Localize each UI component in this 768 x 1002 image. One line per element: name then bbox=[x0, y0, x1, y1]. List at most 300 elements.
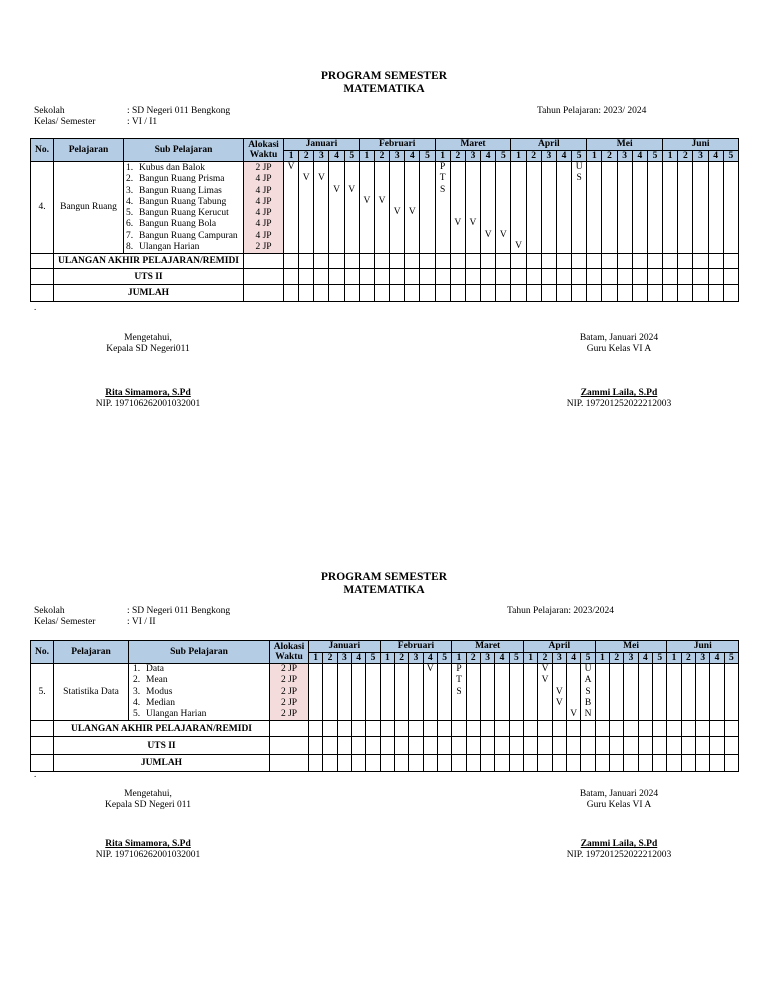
week-cell-jun-4 bbox=[710, 664, 724, 721]
header-week-mei-4: 4 bbox=[638, 652, 652, 664]
header-week-jun-5: 5 bbox=[723, 150, 738, 162]
empty-week-cell bbox=[696, 755, 710, 772]
header-week-feb-4: 4 bbox=[405, 150, 420, 162]
header-month-juni: Juni bbox=[663, 139, 739, 151]
empty-week-cell bbox=[366, 721, 380, 737]
list-item: 2. Mean bbox=[133, 675, 168, 686]
header-week-jun-4: 4 bbox=[710, 652, 724, 664]
header-week-apr-1: 1 bbox=[511, 150, 526, 162]
header-week-jan-1: 1 bbox=[284, 150, 299, 162]
cell-alokasi-list bbox=[270, 664, 309, 721]
week-cell-feb-3: V bbox=[390, 162, 405, 254]
empty-week-cell bbox=[524, 755, 538, 772]
week-cell-jun-2 bbox=[681, 664, 695, 721]
week-cell-feb-4: V bbox=[423, 664, 437, 721]
empty-week-cell bbox=[452, 737, 466, 755]
header-week-apr-2: 2 bbox=[538, 652, 552, 664]
header-alokasi-line-2: Waktu bbox=[275, 652, 303, 662]
week-cell-jan-2 bbox=[323, 664, 337, 721]
header-week-mar-5: 5 bbox=[509, 652, 523, 664]
week-cell-jan-3: V bbox=[314, 162, 329, 254]
header-week-jan-1: 1 bbox=[309, 652, 323, 664]
empty-week-cell bbox=[567, 755, 581, 772]
empty-week-cell bbox=[638, 721, 652, 737]
week-cell-feb-2 bbox=[395, 664, 409, 721]
empty-week-cell bbox=[567, 721, 581, 737]
signature-right bbox=[519, 789, 719, 861]
list-item: 7. Bangun Ruang Campuran bbox=[126, 230, 238, 241]
empty-week-cell bbox=[395, 737, 409, 755]
header-week-mei-3: 3 bbox=[624, 652, 638, 664]
header-week-mar-2: 2 bbox=[466, 652, 480, 664]
header-week-jun-2: 2 bbox=[678, 150, 693, 162]
empty-no-cell bbox=[31, 737, 54, 755]
sign-left-name: Rita Simamora, S.Pd bbox=[105, 839, 191, 849]
header-week-jan-2: 2 bbox=[299, 150, 314, 162]
header-week-feb-5: 5 bbox=[420, 150, 435, 162]
sign-right-line-2: Guru Kelas VI A bbox=[586, 344, 652, 354]
list-item: 1. Kubus dan Balok bbox=[126, 163, 205, 173]
empty-week-cell bbox=[309, 737, 323, 755]
empty-alokasi-cell bbox=[270, 721, 309, 737]
empty-week-cell bbox=[710, 737, 724, 755]
week-cell-mar-1-pts: P T S bbox=[435, 162, 450, 254]
sign-right-nip: NIP. 197201252022212003 bbox=[566, 850, 672, 860]
header-week-jan-5: 5 bbox=[366, 652, 380, 664]
cell-no: 4. bbox=[31, 162, 54, 254]
header-week-mei-5: 5 bbox=[653, 652, 667, 664]
alokasi-value: 2 JP bbox=[255, 242, 272, 253]
week-cell-mei-2 bbox=[610, 664, 624, 721]
week-cell-jan-4: V bbox=[329, 162, 344, 254]
empty-week-cell bbox=[552, 737, 566, 755]
week-cell-mar-4 bbox=[495, 664, 509, 721]
alokasi-value: 2 JP bbox=[280, 675, 298, 686]
empty-week-cell bbox=[667, 737, 681, 755]
header-week-jun-5: 5 bbox=[724, 652, 738, 664]
empty-week-cell bbox=[337, 737, 351, 755]
empty-week-cell bbox=[624, 721, 638, 737]
empty-week-cell bbox=[610, 721, 624, 737]
empty-alokasi-cell bbox=[270, 737, 309, 755]
empty-week-cell bbox=[466, 755, 480, 772]
list-item: 1. Data bbox=[133, 664, 164, 674]
header-week-jun-3: 3 bbox=[693, 150, 708, 162]
list-item: 4. Bangun Ruang Tabung bbox=[126, 196, 227, 207]
kelas-value: : VI / I1 bbox=[127, 117, 158, 127]
header-month-februari: Februari bbox=[380, 641, 452, 653]
week-cell-mei-4 bbox=[638, 664, 652, 721]
empty-week-cell bbox=[724, 737, 738, 755]
header-sub-pelajaran: Sub Pelajaran bbox=[129, 641, 270, 664]
week-cell-apr-2: V V bbox=[538, 664, 552, 721]
list-item: 5. Ulangan Harian bbox=[133, 709, 207, 720]
sign-right-line-1: Batam, Januari 2024 bbox=[579, 789, 659, 799]
title-line-2: MATEMATIKA bbox=[343, 584, 425, 596]
list-item: 2. Bangun Ruang Prisma bbox=[126, 174, 225, 185]
empty-week-cell bbox=[423, 721, 437, 737]
sign-left-name: Rita Simamora, S.Pd bbox=[105, 388, 191, 398]
empty-week-cell bbox=[323, 755, 337, 772]
signature-left bbox=[48, 789, 248, 861]
sign-right-name: Zammi Laila, S.Pd bbox=[580, 388, 658, 398]
header-month-februari: Februari bbox=[359, 139, 435, 151]
table-row-pelajaran bbox=[31, 664, 739, 721]
empty-week-cell bbox=[480, 721, 494, 737]
empty-week-cell bbox=[524, 737, 538, 755]
empty-week-cell bbox=[452, 755, 466, 772]
empty-week-cell bbox=[538, 737, 552, 755]
empty-week-cell bbox=[509, 721, 523, 737]
cell-sub-pelajaran-list bbox=[129, 664, 270, 721]
row-label: UTS II bbox=[54, 737, 270, 755]
empty-week-cell bbox=[509, 755, 523, 772]
empty-week-cell bbox=[595, 737, 609, 755]
empty-week-cell bbox=[337, 721, 351, 737]
header-week-jun-2: 2 bbox=[681, 652, 695, 664]
kelas-label: Kelas/ Semester bbox=[34, 617, 96, 627]
sign-left-nip: NIP. 197106262001032001 bbox=[95, 850, 201, 860]
table-row-uts bbox=[31, 737, 739, 755]
header-month-april: April bbox=[511, 139, 587, 151]
empty-week-cell bbox=[480, 737, 494, 755]
week-cell-feb-1: V bbox=[359, 162, 374, 254]
week-cell-mei-1 bbox=[595, 664, 609, 721]
empty-week-cell bbox=[710, 721, 724, 737]
week-cell-mar-4: V bbox=[481, 162, 496, 254]
list-item: 3. Bangun Ruang Limas bbox=[126, 185, 222, 196]
empty-alokasi-cell bbox=[270, 755, 309, 772]
empty-week-cell bbox=[552, 755, 566, 772]
empty-week-cell bbox=[466, 737, 480, 755]
header-week-mar-5: 5 bbox=[496, 150, 511, 162]
week-cell-apr-4: V bbox=[567, 664, 581, 721]
sign-right-line-2: Guru Kelas VI A bbox=[586, 800, 652, 810]
header-month-juni: Juni bbox=[667, 641, 739, 653]
empty-week-cell bbox=[581, 755, 595, 772]
empty-week-cell bbox=[681, 737, 695, 755]
header-week-jun-4: 4 bbox=[708, 150, 723, 162]
header-week-mar-4: 4 bbox=[481, 150, 496, 162]
alokasi-value: 4 JP bbox=[255, 219, 272, 230]
alokasi-value: 4 JP bbox=[255, 196, 272, 207]
header-month-januari: Januari bbox=[284, 139, 360, 151]
row-label: JUMLAH bbox=[54, 285, 244, 302]
week-cell-apr-3: V V bbox=[552, 664, 566, 721]
empty-week-cell bbox=[610, 737, 624, 755]
empty-week-cell bbox=[466, 721, 480, 737]
header-week-feb-2: 2 bbox=[395, 652, 409, 664]
title-line-2: MATEMATIKA bbox=[343, 83, 425, 95]
header-week-mei-4: 4 bbox=[632, 150, 647, 162]
header-month-april: April bbox=[524, 641, 596, 653]
header-week-jun-1: 1 bbox=[667, 652, 681, 664]
empty-week-cell bbox=[509, 737, 523, 755]
empty-week-cell bbox=[567, 737, 581, 755]
list-item: 4. Median bbox=[133, 697, 176, 708]
week-cell-jan-5: V bbox=[344, 162, 359, 254]
week-cell-feb-4: V bbox=[405, 162, 420, 254]
header-week-mei-2: 2 bbox=[610, 652, 624, 664]
list-item: 3. Modus bbox=[133, 686, 173, 697]
header-no: No. bbox=[31, 641, 54, 664]
header-week-feb-2: 2 bbox=[374, 150, 389, 162]
empty-week-cell bbox=[423, 737, 437, 755]
list-item: 6. Bangun Ruang Bola bbox=[126, 219, 217, 230]
empty-week-cell bbox=[624, 737, 638, 755]
header-week-apr-4: 4 bbox=[567, 652, 581, 664]
empty-week-cell bbox=[309, 721, 323, 737]
empty-week-cell bbox=[710, 755, 724, 772]
tahun-pelajaran: Tahun Pelajaran: 2023/ 2024 bbox=[537, 106, 647, 116]
header-week-mei-5: 5 bbox=[647, 150, 662, 162]
sign-right-name: Zammi Laila, S.Pd bbox=[580, 839, 658, 849]
empty-week-cell bbox=[366, 737, 380, 755]
header-month-mei: Mei bbox=[587, 139, 663, 151]
header-week-feb-1: 1 bbox=[380, 652, 394, 664]
title-line-1: PROGRAM SEMESTER bbox=[320, 70, 448, 82]
sekolah-label: Sekolah bbox=[34, 106, 65, 116]
header-week-apr-1: 1 bbox=[524, 652, 538, 664]
week-cell-apr-1: V bbox=[511, 162, 526, 254]
title-line-1: PROGRAM SEMESTER bbox=[320, 571, 448, 583]
sekolah-value: : SD Negeri 011 Bengkong bbox=[127, 106, 231, 116]
kelas-label: Kelas/ Semester bbox=[34, 117, 96, 127]
stray-dot: . bbox=[34, 302, 37, 312]
week-cell-jan-1: V bbox=[284, 162, 299, 254]
empty-week-cell bbox=[581, 737, 595, 755]
table-row-jumlah bbox=[31, 755, 739, 772]
empty-week-cell bbox=[610, 755, 624, 772]
week-cell-jan-1 bbox=[309, 664, 323, 721]
empty-week-cell bbox=[653, 737, 667, 755]
week-cell-mar-2: V bbox=[450, 162, 465, 254]
empty-week-cell bbox=[437, 737, 451, 755]
week-cell-mar-2 bbox=[466, 664, 480, 721]
empty-week-cell bbox=[624, 755, 638, 772]
cell-pelajaran: Bangun Ruang bbox=[54, 162, 124, 254]
alokasi-value: 4 JP bbox=[255, 174, 272, 185]
empty-week-cell bbox=[409, 721, 423, 737]
row-label: ULANGAN AKHIR PELAJARAN/REMIDI bbox=[54, 721, 270, 737]
header-week-jan-5: 5 bbox=[344, 150, 359, 162]
week-cell-jan-3 bbox=[337, 664, 351, 721]
alokasi-value: 2 JP bbox=[255, 163, 272, 173]
week-cell-jun-5 bbox=[724, 664, 738, 721]
empty-week-cell bbox=[538, 755, 552, 772]
empty-week-cell bbox=[323, 721, 337, 737]
empty-week-cell bbox=[552, 721, 566, 737]
week-cell-apr-1 bbox=[524, 664, 538, 721]
header-pelajaran: Pelajaran bbox=[54, 139, 124, 162]
header-week-jan-3: 3 bbox=[337, 652, 351, 664]
week-cell-mar-5: V bbox=[496, 162, 511, 254]
empty-week-cell bbox=[351, 755, 365, 772]
empty-week-cell bbox=[309, 755, 323, 772]
week-cell-mar-1-pts: P T S bbox=[452, 664, 466, 721]
alokasi-value: 2 JP bbox=[280, 664, 298, 674]
cell-pelajaran: Statistika Data bbox=[54, 664, 129, 721]
sekolah-label: Sekolah bbox=[34, 606, 65, 616]
row-label: UTS II bbox=[54, 269, 244, 285]
header-week-jan-4: 4 bbox=[329, 150, 344, 162]
week-cell-jan-5 bbox=[366, 664, 380, 721]
empty-week-cell bbox=[667, 721, 681, 737]
header-pelajaran: Pelajaran bbox=[54, 641, 129, 664]
alokasi-value: 4 JP bbox=[255, 230, 272, 241]
header-week-mei-2: 2 bbox=[602, 150, 617, 162]
empty-week-cell bbox=[323, 737, 337, 755]
header-week-mar-1: 1 bbox=[435, 150, 450, 162]
sign-right-line-1: Batam, Januari 2024 bbox=[579, 333, 659, 343]
header-month-maret: Maret bbox=[435, 139, 511, 151]
week-cell-jan-2: V bbox=[299, 162, 314, 254]
list-item: 8. Ulangan Harian bbox=[126, 242, 200, 253]
header-month-januari: Januari bbox=[309, 641, 381, 653]
week-cell-mar-3: V bbox=[465, 162, 480, 254]
header-week-mei-1: 1 bbox=[595, 652, 609, 664]
week-cell-jun-3 bbox=[696, 664, 710, 721]
header-alokasi-waktu bbox=[270, 641, 309, 664]
header-month-mei: Mei bbox=[595, 641, 667, 653]
empty-week-cell bbox=[395, 755, 409, 772]
header-week-mar-1: 1 bbox=[452, 652, 466, 664]
header-week-apr-3: 3 bbox=[552, 652, 566, 664]
header-week-jan-3: 3 bbox=[314, 150, 329, 162]
header-week-apr-5: 5 bbox=[581, 652, 595, 664]
empty-week-cell bbox=[524, 721, 538, 737]
header-no: No. bbox=[31, 139, 54, 162]
tahun-pelajaran: Tahun Pelajaran: 2023/2024 bbox=[507, 606, 614, 616]
sekolah-value: : SD Negeri 011 Bengkong bbox=[127, 606, 231, 616]
header-week-jan-4: 4 bbox=[351, 652, 365, 664]
header-week-apr-3: 3 bbox=[541, 150, 556, 162]
empty-week-cell bbox=[653, 755, 667, 772]
empty-week-cell bbox=[681, 755, 695, 772]
week-cell-mei-3 bbox=[624, 664, 638, 721]
header-week-mar-3: 3 bbox=[480, 652, 494, 664]
empty-week-cell bbox=[480, 755, 494, 772]
header-alokasi-line-1: Alokasi bbox=[273, 641, 305, 652]
empty-week-cell bbox=[724, 755, 738, 772]
header-week-jun-1: 1 bbox=[663, 150, 678, 162]
empty-week-cell bbox=[581, 721, 595, 737]
empty-week-cell bbox=[638, 737, 652, 755]
empty-week-cell bbox=[495, 721, 509, 737]
sign-left-nip: NIP. 197106262001032001 bbox=[95, 399, 201, 409]
week-cell-jun-1 bbox=[667, 664, 681, 721]
empty-week-cell bbox=[380, 755, 394, 772]
kelas-value: : VI / II bbox=[127, 617, 156, 627]
row-label: JUMLAH bbox=[54, 755, 270, 772]
empty-week-cell bbox=[538, 721, 552, 737]
header-week-jan-2: 2 bbox=[323, 652, 337, 664]
empty-week-cell bbox=[351, 721, 365, 737]
header-week-mar-3: 3 bbox=[465, 150, 480, 162]
empty-week-cell bbox=[380, 721, 394, 737]
empty-week-cell bbox=[409, 755, 423, 772]
document-title bbox=[0, 571, 768, 597]
empty-no-cell bbox=[31, 721, 54, 737]
header-week-feb-1: 1 bbox=[359, 150, 374, 162]
empty-week-cell bbox=[595, 755, 609, 772]
empty-week-cell bbox=[452, 721, 466, 737]
empty-week-cell bbox=[696, 737, 710, 755]
empty-week-cell bbox=[351, 737, 365, 755]
alokasi-value: 2 JP bbox=[280, 697, 298, 708]
sign-left-line-2: Kepala SD Negeri 011 bbox=[105, 800, 191, 810]
stray-dot: . bbox=[34, 769, 37, 779]
alokasi-value: 2 JP bbox=[280, 709, 298, 720]
header-week-feb-3: 3 bbox=[390, 150, 405, 162]
week-cell-mar-5 bbox=[509, 664, 523, 721]
header-alokasi-line-1: Alokasi bbox=[248, 139, 279, 150]
empty-week-cell bbox=[595, 721, 609, 737]
week-cell-feb-3 bbox=[409, 664, 423, 721]
empty-week-cell bbox=[423, 755, 437, 772]
list-item: 5. Bangun Ruang Kerucut bbox=[126, 208, 229, 219]
week-cell-feb-1 bbox=[380, 664, 394, 721]
empty-week-cell bbox=[681, 721, 695, 737]
alokasi-value: 4 JP bbox=[255, 185, 272, 196]
empty-week-cell bbox=[653, 721, 667, 737]
week-cell-apr-5-us: U S bbox=[572, 162, 587, 254]
alokasi-value: 2 JP bbox=[280, 686, 298, 697]
empty-week-cell bbox=[696, 721, 710, 737]
header-week-apr-4: 4 bbox=[556, 150, 571, 162]
header-sub-pelajaran: Sub Pelajaran bbox=[124, 139, 244, 162]
header-week-mar-2: 2 bbox=[450, 150, 465, 162]
alokasi-value: 4 JP bbox=[255, 208, 272, 219]
program-semester-table bbox=[30, 640, 739, 772]
week-cell-mei-5 bbox=[653, 664, 667, 721]
header-week-mei-3: 3 bbox=[617, 150, 632, 162]
empty-week-cell bbox=[495, 755, 509, 772]
empty-week-cell bbox=[395, 721, 409, 737]
header-week-mei-1: 1 bbox=[587, 150, 602, 162]
cell-no: 5. bbox=[31, 664, 54, 721]
empty-week-cell bbox=[409, 737, 423, 755]
week-cell-mar-3 bbox=[480, 664, 494, 721]
row-label: ULANGAN AKHIR PELAJARAN/REMIDI bbox=[54, 254, 244, 269]
week-cell-feb-2: V bbox=[374, 162, 389, 254]
header-week-apr-2: 2 bbox=[526, 150, 541, 162]
empty-week-cell bbox=[366, 755, 380, 772]
header-week-feb-4: 4 bbox=[423, 652, 437, 664]
header-week-jun-3: 3 bbox=[696, 652, 710, 664]
sign-left-line-2: Kepala SD Negeri011 bbox=[106, 344, 190, 354]
header-week-apr-5: 5 bbox=[572, 150, 587, 162]
header-week-mar-4: 4 bbox=[495, 652, 509, 664]
empty-week-cell bbox=[724, 721, 738, 737]
empty-week-cell bbox=[638, 755, 652, 772]
table-row-ulangan-akhir bbox=[31, 721, 739, 737]
header-month-maret: Maret bbox=[452, 641, 524, 653]
sign-left-line-1: Mengetahui, bbox=[124, 333, 172, 343]
header-alokasi-line-2: Waktu bbox=[249, 150, 278, 160]
empty-week-cell bbox=[337, 755, 351, 772]
empty-week-cell bbox=[437, 721, 451, 737]
sign-right-nip: NIP. 197201252022212003 bbox=[566, 399, 672, 409]
header-week-feb-5: 5 bbox=[437, 652, 451, 664]
empty-week-cell bbox=[380, 737, 394, 755]
sign-left-line-1: Mengetahui, bbox=[124, 789, 172, 799]
week-cell-jan-4 bbox=[351, 664, 365, 721]
week-cell-feb-5 bbox=[437, 664, 451, 721]
header-week-feb-3: 3 bbox=[409, 652, 423, 664]
empty-week-cell bbox=[437, 755, 451, 772]
empty-week-cell bbox=[495, 737, 509, 755]
